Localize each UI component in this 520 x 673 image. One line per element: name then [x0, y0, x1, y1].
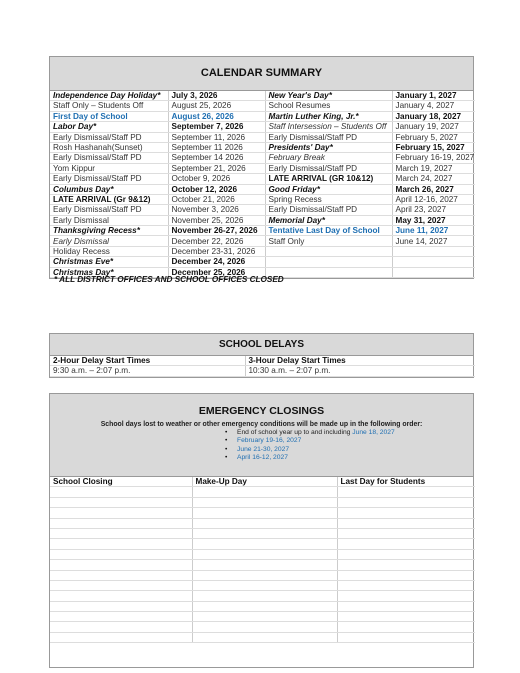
- event-name: Memorial Day*: [265, 215, 392, 225]
- makeup-item: • June 21-30, 2027: [237, 446, 473, 454]
- event-name: Early Dismissal/Staff PD: [50, 153, 168, 163]
- closing-log-cell: [192, 518, 337, 528]
- closing-log-row: [50, 591, 475, 601]
- emergency-closings-title: EMERGENCY CLOSINGS: [198, 405, 325, 417]
- three-hour-delay-header: 3-Hour Delay Start Times: [245, 356, 475, 366]
- event-name: Early Dismissal: [50, 236, 168, 246]
- emergency-closings-section: [49, 393, 474, 668]
- makeup-item: • February 19-16, 2027: [237, 437, 473, 445]
- closing-log-row: [50, 612, 475, 622]
- closing-log-cell: [192, 487, 337, 497]
- closing-log-cell: [337, 508, 475, 518]
- last-day-header: Last Day for Students: [337, 477, 475, 487]
- closing-log-cell: [337, 560, 475, 570]
- closing-log-cell: [337, 539, 475, 549]
- closing-log-cell: [337, 591, 475, 601]
- closing-log-row: [50, 560, 475, 570]
- calendar-row: [50, 257, 475, 267]
- event-date: December 25, 2026: [168, 267, 265, 277]
- closing-log-cell: [337, 612, 475, 622]
- event-name: Staff Intersession – Students Off: [265, 122, 392, 132]
- makeup-order-list: [237, 429, 473, 462]
- event-name: Early Dismissal/Staff PD: [265, 132, 392, 142]
- calendar-row: [50, 194, 475, 204]
- event-date: October 12, 2026: [168, 184, 265, 194]
- closing-log-cell: [192, 591, 337, 601]
- event-date: December 23-31, 2026: [168, 246, 265, 256]
- event-date: April 23, 2027: [392, 205, 475, 215]
- calendar-row: [50, 153, 475, 163]
- event-name: Thanksgiving Recess*: [50, 226, 168, 236]
- calendar-row: [50, 184, 475, 194]
- event-date: October 9, 2026: [168, 174, 265, 184]
- closing-log-cell: [50, 622, 192, 632]
- event-name: Early Dismissal/Staff PD: [265, 205, 392, 215]
- closing-log-row: [50, 487, 475, 497]
- event-name: Rosh Hashanah(Sunset): [50, 142, 168, 152]
- school-delays-title: SCHOOL DELAYS: [50, 334, 473, 356]
- two-hour-delay-header: 2-Hour Delay Start Times: [50, 356, 245, 366]
- event-date: [392, 267, 475, 277]
- closing-log-cell: [50, 549, 192, 559]
- two-hour-delay-time: 9:30 a.m. – 2:07 p.m.: [50, 366, 245, 376]
- closing-log-cell: [192, 601, 337, 611]
- event-date: August 25, 2026: [168, 101, 265, 111]
- closing-log-cell: [50, 560, 192, 570]
- event-name: Early Dismissal: [50, 215, 168, 225]
- closing-log-row: [50, 622, 475, 632]
- event-date: January 1, 2027: [392, 91, 475, 101]
- calendar-row: [50, 111, 475, 121]
- closing-log-row: [50, 508, 475, 518]
- closing-log-cell: [337, 549, 475, 559]
- closing-log-cell: [337, 632, 475, 642]
- closing-log-cell: [337, 580, 475, 590]
- event-name: Christmas Eve*: [50, 257, 168, 267]
- closing-log-row: [50, 570, 475, 580]
- closing-log-cell: [192, 539, 337, 549]
- event-date: January 18, 2027: [392, 111, 475, 121]
- event-name: Early Dismissal/Staff PD: [265, 163, 392, 173]
- event-date: August 26, 2026: [168, 111, 265, 121]
- event-date: May 31, 2027: [392, 215, 475, 225]
- closing-log-cell: [192, 580, 337, 590]
- closing-log-cell: [50, 601, 192, 611]
- closing-log-row: [50, 601, 475, 611]
- event-name: Early Dismissal/Staff PD: [50, 132, 168, 142]
- calendar-row: [50, 122, 475, 132]
- closing-log-cell: [337, 570, 475, 580]
- closing-log-cell: [192, 612, 337, 622]
- event-name: Independence Day Holiday*: [50, 91, 168, 101]
- event-name: [265, 246, 392, 256]
- event-name: Yom Kippur: [50, 163, 168, 173]
- closed-offices-note: * ALL DISTRICT OFFICES AND SCHOOL OFFICES CLOSED: [54, 275, 284, 284]
- three-hour-delay-time: 10:30 a.m. – 2:07 p.m.: [245, 366, 475, 376]
- closing-log-cell: [50, 508, 192, 518]
- event-date: February 15, 2027: [392, 142, 475, 152]
- closing-log-cell: [192, 528, 337, 538]
- event-date: March 24, 2027: [392, 174, 475, 184]
- event-date: [392, 257, 475, 267]
- event-date: November 26-27, 2026: [168, 226, 265, 236]
- closing-log-cell: [192, 622, 337, 632]
- closing-log-cell: [50, 497, 192, 507]
- closing-log-cell: [50, 632, 192, 642]
- event-date: June 11, 2027: [392, 226, 475, 236]
- calendar-summary-section: [49, 56, 474, 279]
- closing-log-row: [50, 580, 475, 590]
- closing-log-cell: [50, 612, 192, 622]
- event-name: [265, 267, 392, 277]
- closing-log-cell: [337, 518, 475, 528]
- event-name: February Break: [265, 153, 392, 163]
- closing-log-cell: [50, 528, 192, 538]
- calendar-row: [50, 226, 475, 236]
- closing-log-cell: [50, 570, 192, 580]
- event-date: March 19, 2027: [392, 163, 475, 173]
- closing-log-row: [50, 497, 475, 507]
- closing-log-row: [50, 518, 475, 528]
- event-date: September 11 2026: [168, 142, 265, 152]
- closing-log-cell: [50, 591, 192, 601]
- closing-log-cell: [337, 622, 475, 632]
- event-name: Columbus Day*: [50, 184, 168, 194]
- closing-log-cell: [50, 518, 192, 528]
- event-date: September 7, 2026: [168, 122, 265, 132]
- calendar-row: [50, 215, 475, 225]
- event-name: First Day of School: [50, 111, 168, 121]
- calendar-row: [50, 163, 475, 173]
- event-name: School Resumes: [265, 101, 392, 111]
- event-name: LATE ARRIVAL (Gr 9&12): [50, 194, 168, 204]
- event-name: Spring Recess: [265, 194, 392, 204]
- event-date: September 11, 2026: [168, 132, 265, 142]
- makeup-policy-text: School days lost to weather or other emergency conditions will be made up in the following order:: [100, 421, 423, 428]
- calendar-table: [50, 91, 475, 278]
- event-name: Labor Day*: [50, 122, 168, 132]
- closing-log-cell: [337, 601, 475, 611]
- calendar-row: [50, 142, 475, 152]
- closing-log-cell: [192, 560, 337, 570]
- event-date: September 21, 2026: [168, 163, 265, 173]
- event-date: [392, 246, 475, 256]
- event-name: Martin Luther King, Jr.*: [265, 111, 392, 121]
- event-date: December 22, 2026: [168, 236, 265, 246]
- event-name: Christmas Day*: [50, 267, 168, 277]
- closings-log-table: [50, 477, 475, 643]
- closing-log-row: [50, 632, 475, 642]
- closing-log-cell: [337, 487, 475, 497]
- event-name: Early Dismissal/Staff PD: [50, 174, 168, 184]
- event-name: LATE ARRIVAL (GR 10&12): [265, 174, 392, 184]
- makeup-item: • April 16-12, 2027: [237, 454, 473, 462]
- event-date: February 16-19, 2027: [392, 153, 475, 163]
- event-date: January 19, 2027: [392, 122, 475, 132]
- event-name: Staff Only – Students Off: [50, 101, 168, 111]
- closing-log-cell: [192, 497, 337, 507]
- closing-log-cell: [192, 570, 337, 580]
- closing-log-cell: [50, 580, 192, 590]
- closing-log-cell: [337, 497, 475, 507]
- event-date: November 3, 2026: [168, 205, 265, 215]
- event-name: [265, 257, 392, 267]
- event-date: March 26, 2027: [392, 184, 475, 194]
- closing-log-cell: [192, 632, 337, 642]
- event-date: June 14, 2027: [392, 236, 475, 246]
- event-date: July 3, 2026: [168, 91, 265, 101]
- event-date: December 24, 2026: [168, 257, 265, 267]
- calendar-row: [50, 236, 475, 246]
- closing-log-row: [50, 549, 475, 559]
- event-name: Presidents' Day*: [265, 142, 392, 152]
- calendar-row: [50, 246, 475, 256]
- closing-log-cell: [192, 508, 337, 518]
- event-date: April 12-16, 2027: [392, 194, 475, 204]
- calendar-row: [50, 174, 475, 184]
- calendar-row: [50, 91, 475, 101]
- emergency-closings-header: [50, 394, 473, 477]
- calendar-row: [50, 101, 475, 111]
- event-name: New Year's Day*: [265, 91, 392, 101]
- event-name: Good Friday*: [265, 184, 392, 194]
- calendar-row: [50, 132, 475, 142]
- school-delays-section: [49, 333, 474, 378]
- calendar-row: [50, 205, 475, 215]
- makeup-date: June 18, 2027: [352, 429, 395, 436]
- closing-log-cell: [50, 539, 192, 549]
- event-name: Staff Only: [265, 236, 392, 246]
- event-date: November 25, 2026: [168, 215, 265, 225]
- makeup-item: • End of school year up to and including June 18, 2027: [237, 429, 473, 437]
- closing-log-cell: [192, 549, 337, 559]
- event-date: February 5, 2027: [392, 132, 475, 142]
- closing-log-row: [50, 539, 475, 549]
- closing-log-cell: [337, 528, 475, 538]
- closing-log-cell: [50, 487, 192, 497]
- closing-log-row: [50, 528, 475, 538]
- event-date: September 14 2026: [168, 153, 265, 163]
- event-date: January 4, 2027: [392, 101, 475, 111]
- event-name: Tentative Last Day of School: [265, 226, 392, 236]
- makeup-day-header: Make-Up Day: [192, 477, 337, 487]
- event-date: October 21, 2026: [168, 194, 265, 204]
- event-name: Early Dismissal/Staff PD: [50, 205, 168, 215]
- delays-table: [50, 356, 475, 377]
- school-closing-header: School Closing: [50, 477, 192, 487]
- calendar-summary-title: CALENDAR SUMMARY: [50, 57, 473, 91]
- event-name: Holiday Recess: [50, 246, 168, 256]
